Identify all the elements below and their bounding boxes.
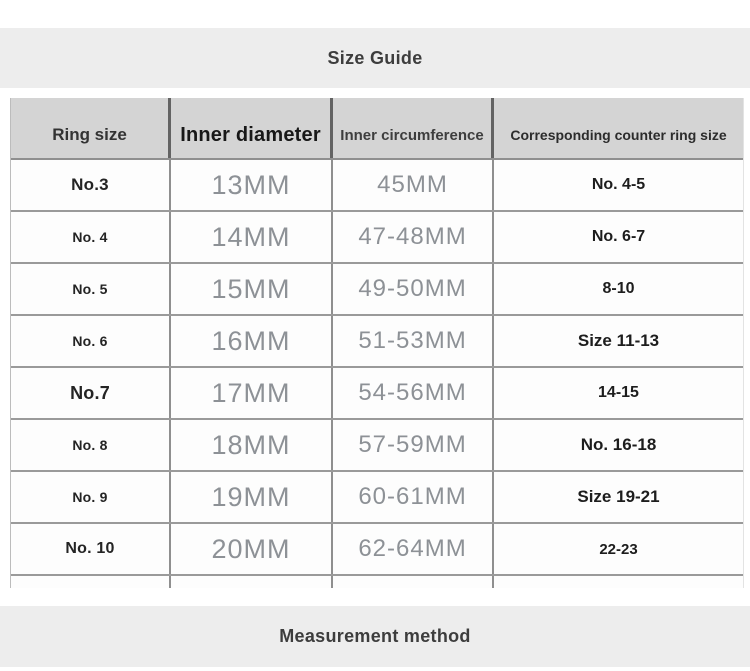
- measurement-method-banner: [0, 606, 750, 667]
- top-whitespace: [0, 0, 750, 28]
- inner-diameter-value: 15MM: [211, 273, 291, 304]
- size-guide-banner: [0, 28, 750, 88]
- measurement-method-title: Measurement method: [279, 626, 471, 646]
- ring-size-value: No. 9: [72, 489, 108, 505]
- size-guide-title: Size Guide: [327, 47, 423, 68]
- table-header-row: [11, 98, 743, 160]
- banner-table-gap: [0, 88, 750, 98]
- inner-circumference-value: 54-56MM: [358, 379, 467, 406]
- table-banner-gap: [0, 588, 750, 606]
- header-cell-ring-size: Ring size: [11, 98, 171, 158]
- inner-circumference-value: 51-53MM: [358, 327, 467, 354]
- header-cell-inner-circumference: Inner circumference: [333, 98, 494, 158]
- inner-diameter-value: 16MM: [211, 325, 291, 356]
- table-row-truncated: [11, 576, 743, 588]
- ring-size-value: No. 10: [65, 540, 115, 557]
- inner-diameter-value: 18MM: [211, 429, 291, 460]
- counter-ring-size-value: Size 11-13: [577, 331, 660, 350]
- inner-diameter-value: 19MM: [211, 481, 291, 512]
- table-row: [11, 316, 743, 368]
- counter-ring-size-value: 22-23: [599, 540, 638, 558]
- inner-diameter-value: 13MM: [211, 169, 291, 200]
- ring-size-value: No. 5: [72, 281, 108, 297]
- counter-ring-size-value: No. 6-7: [591, 228, 646, 245]
- ring-size-value: No. 6: [72, 333, 108, 349]
- table-row: [11, 420, 743, 472]
- ring-size-table: [10, 98, 743, 588]
- counter-ring-size-value: No. 16-18: [580, 435, 657, 454]
- table-row: [11, 524, 743, 576]
- inner-circumference-value: 47-48MM: [358, 223, 467, 250]
- table-row: [11, 160, 743, 212]
- header-cell-inner-diameter: Inner diameter: [171, 98, 333, 158]
- counter-ring-size-value: 14-15: [598, 384, 639, 401]
- table-row: [11, 368, 743, 420]
- ring-size-value: No. 4: [72, 229, 108, 245]
- table-row: [11, 472, 743, 524]
- inner-diameter-value: 14MM: [211, 221, 291, 252]
- table-row: [11, 212, 743, 264]
- inner-circumference-value: 60-61MM: [358, 483, 467, 510]
- inner-circumference-value: 57-59MM: [358, 431, 467, 458]
- table-row: [11, 264, 743, 316]
- ring-size-value: No. 8: [72, 437, 108, 453]
- counter-ring-size-value: No. 4-5: [591, 176, 646, 193]
- counter-ring-size-value: Size 19-21: [577, 487, 660, 506]
- inner-diameter-value: 17MM: [211, 377, 291, 408]
- ring-size-value: No.7: [70, 382, 110, 403]
- inner-circumference-value: 45MM: [377, 171, 448, 198]
- counter-ring-size-value: 8-10: [602, 280, 635, 297]
- inner-circumference-value: 49-50MM: [358, 275, 467, 302]
- inner-diameter-value: 20MM: [211, 533, 291, 564]
- header-cell-counter-ring-size: Corresponding counter ring size: [510, 127, 727, 143]
- inner-circumference-value: 62-64MM: [358, 535, 467, 562]
- ring-size-value: No.3: [71, 175, 109, 194]
